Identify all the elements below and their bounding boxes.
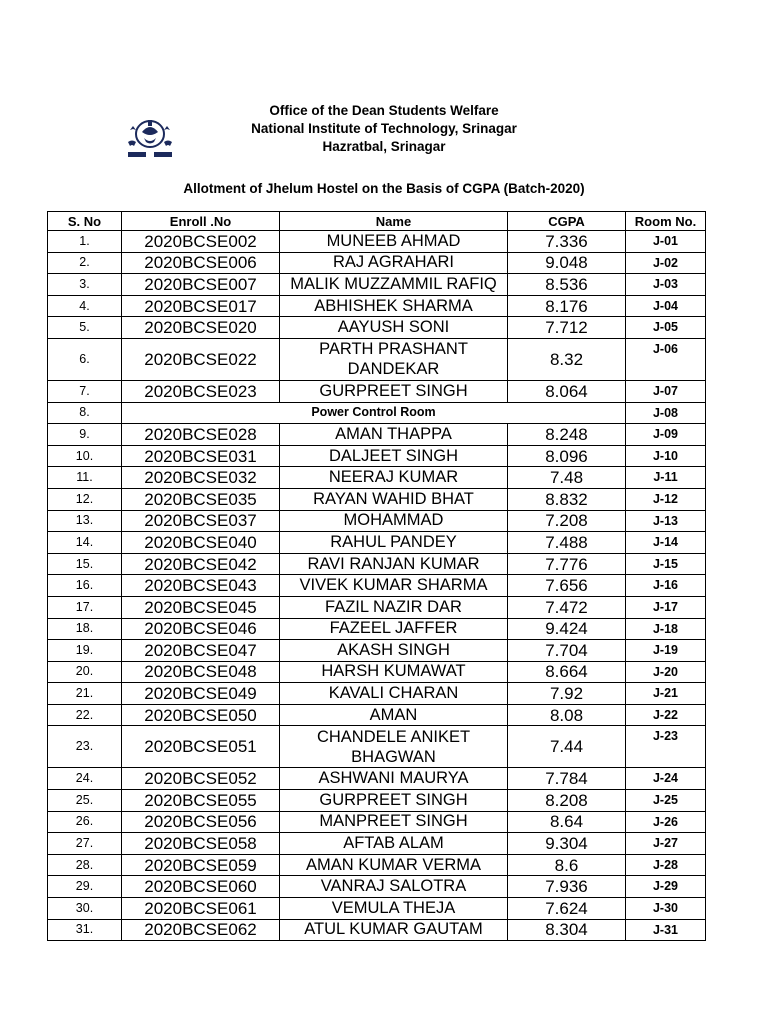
row-room-number: J-24 (626, 768, 706, 790)
row-cgpa: 9.048 (508, 252, 626, 274)
row-student-name: DALJEET SINGH (280, 445, 508, 467)
row-serial-number: 2. (48, 252, 122, 274)
row-serial-number: 23. (48, 726, 122, 768)
table-row (48, 274, 706, 296)
table-row (48, 726, 706, 768)
row-student-name: GURPREET SINGH (280, 790, 508, 812)
row-enroll-number: 2020BCSE006 (122, 252, 280, 274)
row-enroll-number: 2020BCSE058 (122, 833, 280, 855)
row-serial-number: 21. (48, 683, 122, 705)
row-enroll-number: 2020BCSE032 (122, 467, 280, 489)
row-student-name: FAZEEL JAFFER (280, 618, 508, 640)
row-student-name: MUNEEB AHMAD (280, 231, 508, 253)
row-cgpa: 8.08 (508, 704, 626, 726)
allotment-table (47, 211, 706, 941)
row-room-number: J-19 (626, 640, 706, 662)
row-enroll-number: 2020BCSE042 (122, 553, 280, 575)
table-row (48, 317, 706, 339)
row-cgpa: 9.304 (508, 833, 626, 855)
row-student-name: AFTAB ALAM (280, 833, 508, 855)
row-student-name: RAYAN WAHID BHAT (280, 488, 508, 510)
row-special-note: Power Control Room (122, 402, 626, 424)
office-header (0, 102, 768, 156)
row-cgpa: 8.304 (508, 919, 626, 941)
row-room-number: J-15 (626, 553, 706, 575)
row-enroll-number: 2020BCSE059 (122, 854, 280, 876)
table-row (48, 683, 706, 705)
row-serial-number: 18. (48, 618, 122, 640)
row-enroll-number: 2020BCSE002 (122, 231, 280, 253)
row-enroll-number: 2020BCSE056 (122, 811, 280, 833)
row-enroll-number: 2020BCSE061 (122, 898, 280, 920)
row-enroll-number: 2020BCSE017 (122, 295, 280, 317)
row-cgpa: 8.536 (508, 274, 626, 296)
row-serial-number: 1. (48, 231, 122, 253)
table-row (48, 445, 706, 467)
row-room-number: J-03 (626, 274, 706, 296)
row-enroll-number: 2020BCSE047 (122, 640, 280, 662)
row-enroll-number: 2020BCSE050 (122, 704, 280, 726)
row-student-name: ATUL KUMAR GAUTAM (280, 919, 508, 941)
row-enroll-number: 2020BCSE043 (122, 575, 280, 597)
row-student-name: NEERAJ KUMAR (280, 467, 508, 489)
row-serial-number: 26. (48, 811, 122, 833)
row-enroll-number: 2020BCSE062 (122, 919, 280, 941)
column-header-sno: S. No (48, 212, 122, 231)
table-row (48, 424, 706, 446)
row-cgpa: 8.248 (508, 424, 626, 446)
row-student-name: AKASH SINGH (280, 640, 508, 662)
row-cgpa: 7.488 (508, 532, 626, 554)
row-student-name: MANPREET SINGH (280, 811, 508, 833)
row-enroll-number: 2020BCSE046 (122, 618, 280, 640)
row-serial-number: 31. (48, 919, 122, 941)
row-room-number: J-25 (626, 790, 706, 812)
table-header-row (48, 212, 706, 231)
row-cgpa: 8.208 (508, 790, 626, 812)
row-serial-number: 6. (48, 338, 122, 380)
row-student-name: ASHWANI MAURYA (280, 768, 508, 790)
row-serial-number: 4. (48, 295, 122, 317)
row-student-name: PARTH PRASHANT DANDEKAR (280, 338, 508, 380)
table-row (48, 854, 706, 876)
row-cgpa: 7.776 (508, 553, 626, 575)
row-cgpa: 7.784 (508, 768, 626, 790)
column-header-room: Room No. (626, 212, 706, 231)
row-serial-number: 10. (48, 445, 122, 467)
row-room-number: J-20 (626, 661, 706, 683)
row-room-number: J-18 (626, 618, 706, 640)
table-row (48, 510, 706, 532)
row-cgpa: 8.32 (508, 338, 626, 380)
row-room-number: J-31 (626, 919, 706, 941)
row-serial-number: 12. (48, 488, 122, 510)
row-cgpa: 7.208 (508, 510, 626, 532)
row-room-number: J-30 (626, 898, 706, 920)
row-room-number: J-10 (626, 445, 706, 467)
table-row (48, 596, 706, 618)
table-row (48, 488, 706, 510)
row-room-number: J-04 (626, 295, 706, 317)
row-room-number: J-22 (626, 704, 706, 726)
table-row (48, 338, 706, 380)
column-header-name: Name (280, 212, 508, 231)
table-row (48, 402, 706, 424)
document-subtitle: Allotment of Jhelum Hostel on the Basis of CGPA (Batch-2020) (183, 181, 585, 196)
row-serial-number: 7. (48, 380, 122, 402)
row-serial-number: 28. (48, 854, 122, 876)
row-enroll-number: 2020BCSE007 (122, 274, 280, 296)
row-serial-number: 16. (48, 575, 122, 597)
row-cgpa: 8.64 (508, 811, 626, 833)
row-serial-number: 5. (48, 317, 122, 339)
row-cgpa: 7.336 (508, 231, 626, 253)
table-row (48, 252, 706, 274)
row-serial-number: 24. (48, 768, 122, 790)
row-cgpa: 7.472 (508, 596, 626, 618)
row-serial-number: 25. (48, 790, 122, 812)
row-room-number: J-12 (626, 488, 706, 510)
row-student-name: ABHISHEK SHARMA (280, 295, 508, 317)
row-room-number: J-28 (626, 854, 706, 876)
row-student-name: AMAN THAPPA (280, 424, 508, 446)
row-serial-number: 30. (48, 898, 122, 920)
row-enroll-number: 2020BCSE040 (122, 532, 280, 554)
table-row (48, 618, 706, 640)
row-room-number: J-09 (626, 424, 706, 446)
row-student-name: MOHAMMAD (280, 510, 508, 532)
row-enroll-number: 2020BCSE048 (122, 661, 280, 683)
row-student-name: GURPREET SINGH (280, 380, 508, 402)
row-cgpa: 7.936 (508, 876, 626, 898)
row-cgpa: 8.6 (508, 854, 626, 876)
row-student-name: MALIK MUZZAMMIL RAFIQ (280, 274, 508, 296)
table-row (48, 811, 706, 833)
row-student-name: RAHUL PANDEY (280, 532, 508, 554)
row-cgpa: 7.712 (508, 317, 626, 339)
row-serial-number: 20. (48, 661, 122, 683)
row-enroll-number: 2020BCSE028 (122, 424, 280, 446)
row-room-number: J-21 (626, 683, 706, 705)
row-student-name: CHANDELE ANIKET BHAGWAN (280, 726, 508, 768)
table-row (48, 575, 706, 597)
table-row (48, 768, 706, 790)
table-row (48, 553, 706, 575)
row-room-number: J-16 (626, 575, 706, 597)
row-student-name: FAZIL NAZIR DAR (280, 596, 508, 618)
table-row (48, 295, 706, 317)
row-cgpa: 8.832 (508, 488, 626, 510)
row-room-number: J-08 (626, 402, 706, 424)
row-cgpa: 7.624 (508, 898, 626, 920)
row-student-name: AMAN KUMAR VERMA (280, 854, 508, 876)
row-room-number: J-01 (626, 231, 706, 253)
row-room-number: J-13 (626, 510, 706, 532)
row-enroll-number: 2020BCSE037 (122, 510, 280, 532)
table-row (48, 790, 706, 812)
row-student-name: HARSH KUMAWAT (280, 661, 508, 683)
row-cgpa: 9.424 (508, 618, 626, 640)
table-row (48, 532, 706, 554)
table-row (48, 876, 706, 898)
row-serial-number: 15. (48, 553, 122, 575)
row-serial-number: 14. (48, 532, 122, 554)
table-row (48, 898, 706, 920)
row-serial-number: 17. (48, 596, 122, 618)
row-room-number: J-26 (626, 811, 706, 833)
row-serial-number: 11. (48, 467, 122, 489)
row-room-number: J-14 (626, 532, 706, 554)
row-enroll-number: 2020BCSE020 (122, 317, 280, 339)
row-room-number: J-02 (626, 252, 706, 274)
table-row (48, 919, 706, 941)
row-serial-number: 13. (48, 510, 122, 532)
row-student-name: KAVALI CHARAN (280, 683, 508, 705)
row-room-number: J-23 (626, 726, 706, 768)
table-row (48, 380, 706, 402)
row-cgpa: 8.664 (508, 661, 626, 683)
row-enroll-number: 2020BCSE055 (122, 790, 280, 812)
row-student-name: AAYUSH SONI (280, 317, 508, 339)
row-enroll-number: 2020BCSE031 (122, 445, 280, 467)
row-room-number: J-29 (626, 876, 706, 898)
row-enroll-number: 2020BCSE045 (122, 596, 280, 618)
row-cgpa: 8.096 (508, 445, 626, 467)
row-room-number: J-06 (626, 338, 706, 380)
row-serial-number: 27. (48, 833, 122, 855)
row-serial-number: 19. (48, 640, 122, 662)
row-cgpa: 8.064 (508, 380, 626, 402)
row-room-number: J-05 (626, 317, 706, 339)
row-cgpa: 7.704 (508, 640, 626, 662)
table-row (48, 661, 706, 683)
table-row (48, 833, 706, 855)
row-student-name: AMAN (280, 704, 508, 726)
row-cgpa: 7.48 (508, 467, 626, 489)
row-serial-number: 22. (48, 704, 122, 726)
column-header-enroll: Enroll .No (122, 212, 280, 231)
table-row (48, 467, 706, 489)
row-enroll-number: 2020BCSE022 (122, 338, 280, 380)
column-header-cgpa: CGPA (508, 212, 626, 231)
row-room-number: J-11 (626, 467, 706, 489)
table-row (48, 704, 706, 726)
row-student-name: VIVEK KUMAR SHARMA (280, 575, 508, 597)
row-serial-number: 9. (48, 424, 122, 446)
table-row (48, 231, 706, 253)
row-student-name: RAVI RANJAN KUMAR (280, 553, 508, 575)
row-enroll-number: 2020BCSE052 (122, 768, 280, 790)
row-student-name: VANRAJ SALOTRA (280, 876, 508, 898)
row-enroll-number: 2020BCSE035 (122, 488, 280, 510)
row-serial-number: 29. (48, 876, 122, 898)
header-line-3: Hazratbal, Srinagar (322, 139, 446, 154)
row-enroll-number: 2020BCSE060 (122, 876, 280, 898)
row-room-number: J-17 (626, 596, 706, 618)
row-cgpa: 7.44 (508, 726, 626, 768)
row-room-number: J-27 (626, 833, 706, 855)
header-line-2: National Institute of Technology, Srinagar (251, 121, 517, 136)
row-room-number: J-07 (626, 380, 706, 402)
row-serial-number: 3. (48, 274, 122, 296)
row-student-name: VEMULA THEJA (280, 898, 508, 920)
row-enroll-number: 2020BCSE023 (122, 380, 280, 402)
row-enroll-number: 2020BCSE049 (122, 683, 280, 705)
row-cgpa: 7.92 (508, 683, 626, 705)
row-serial-number: 8. (48, 402, 122, 424)
row-enroll-number: 2020BCSE051 (122, 726, 280, 768)
row-cgpa: 8.176 (508, 295, 626, 317)
table-row (48, 640, 706, 662)
row-student-name: RAJ AGRAHARI (280, 252, 508, 274)
row-cgpa: 7.656 (508, 575, 626, 597)
header-line-1: Office of the Dean Students Welfare (269, 103, 499, 118)
